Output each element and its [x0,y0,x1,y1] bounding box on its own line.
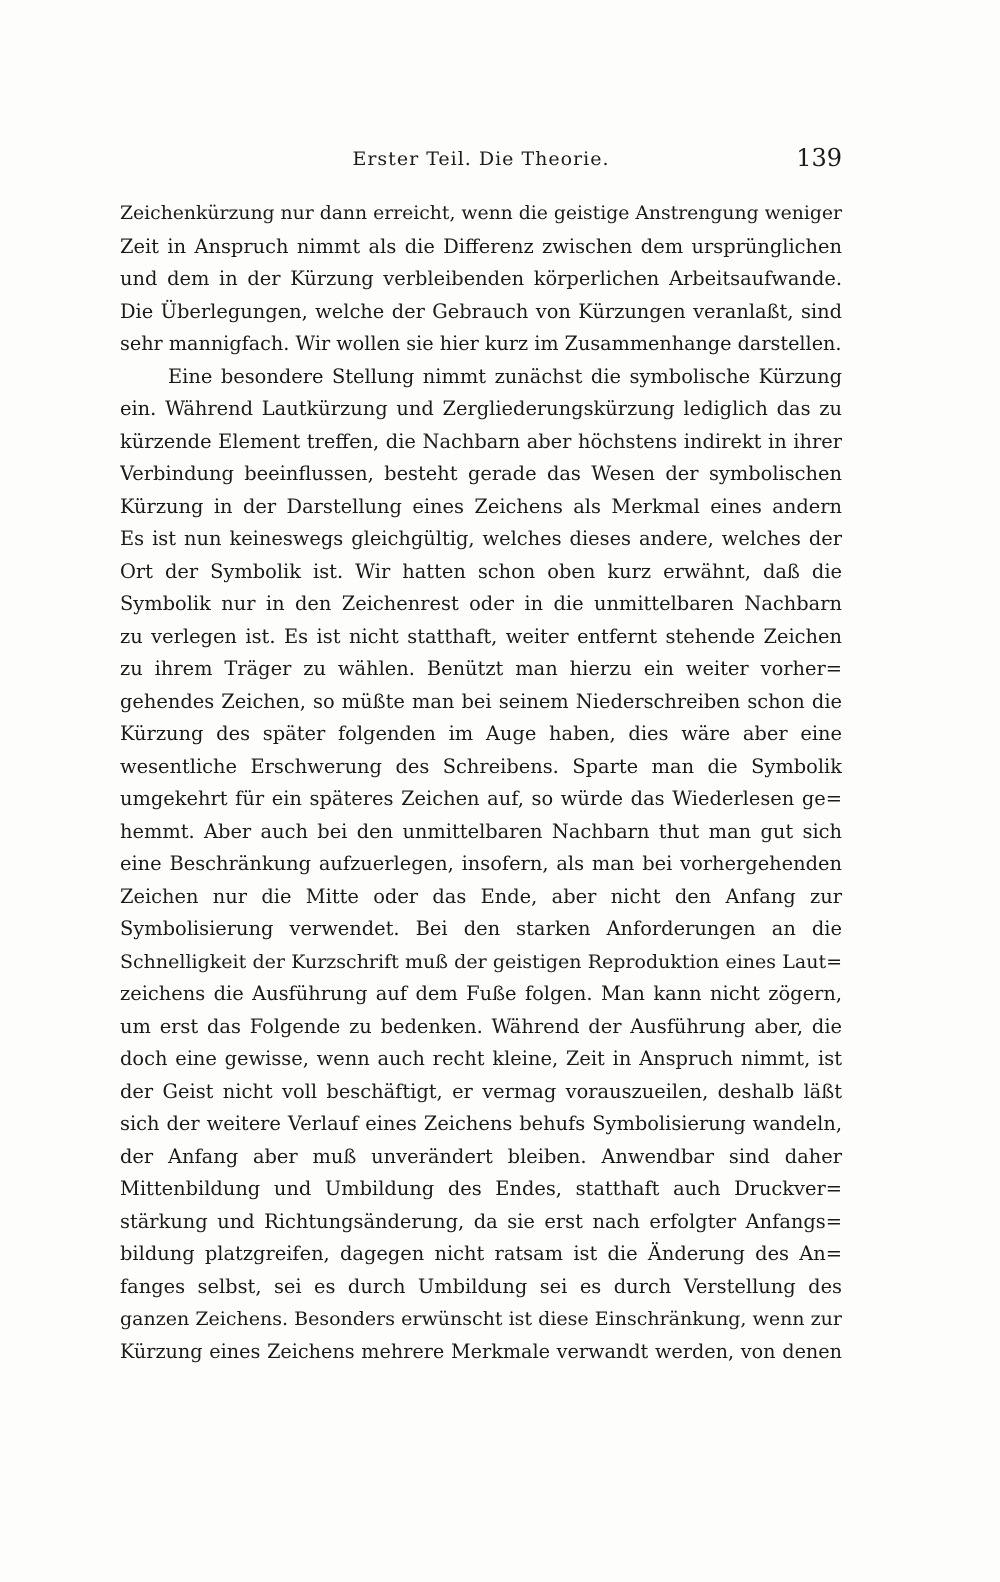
text-line: Verbindung beeinflussen, besteht gerade das Wesen der symbolischen [120,462,842,485]
text-line: hemmt. Aber auch bei den unmittelbaren Nachbarn thut man gut sich [120,819,842,843]
text-line: der Anfang aber muß unverändert bleiben. Anwendbar sind daher [120,1144,842,1168]
text-line: Symbolisierung verwendet. Bei den starken Anforderungen an die [120,917,842,940]
text-line: Kürzung in der Darstellung eines Zeichens als Merkmal eines andern [120,494,842,518]
text-line: zu ihrem Träger zu wählen. Benützt man hierzu ein weiter vorher= [120,657,842,680]
text-line: und dem in der Kürzung verbleibenden körperlichen Arbeitsaufwande. [120,267,842,290]
text-line: um erst das Folgende zu bedenken. Während der Ausführung aber, die [120,1014,842,1038]
text-line: Symbolik nur in den Zeichenrest oder in die unmittelbaren Nachbarn [120,592,842,615]
text-line: Die Überlegungen, welche der Gebrauch von Kürzungen veranlaßt, sind [120,299,842,323]
text-line: zu verlegen ist. Es ist nicht statthaft, weiter entfernt stehende Zeichen [120,624,842,648]
text-line: Es ist nun keineswegs gleichgültig, welches dieses andere, welches der [120,527,842,550]
text-line: eine Beschränkung aufzuerlegen, insofern, als man bei vorhergehenden [120,852,842,875]
page-number: 139 [796,144,842,172]
text-line: Kürzung eines Zeichens mehrere Merkmale verwandt werden, von denen [120,1339,842,1363]
text-line: Schnelligkeit der Kurzschrift muß der geistigen Reproduktion eines Laut= [120,950,842,973]
text-line: Eine besondere Stellung nimmt zunächst die symbolische Kürzung [168,364,842,388]
text-line: doch eine gewisse, wenn auch recht kleine, Zeit in Anspruch nimmt, ist [120,1047,842,1070]
text-line: bildung platzgreifen, dagegen nicht ratsam ist die Änderung des An= [120,1242,842,1265]
text-line: Zeichenkürzung nur dann erreicht, wenn die geistige Anstrengung weniger [120,203,842,224]
text-line: stärkung und Richtungsänderung, da sie erst nach erfolgter Anfangs= [120,1209,842,1233]
text-line: Mittenbildung und Umbildung des Endes, statthaft auch Druckver= [120,1177,842,1200]
text-line: umgekehrt für ein späteres Zeichen auf, so würde das Wiederlesen ge= [120,787,842,810]
text-line: ganzen Zeichens. Besonders erwünscht ist diese Einschränkung, wenn zur [120,1308,842,1330]
text-line: der Geist nicht voll beschäftigt, er vermag vorauszueilen, deshalb läßt [120,1079,842,1103]
page-header [120,144,842,174]
text-line: Kürzung des später folgenden im Auge haben, dies wäre aber eine [120,722,842,745]
text-line: Ort der Symbolik ist. Wir hatten schon oben kurz erwähnt, daß die [120,559,842,583]
text-line: ein. Während Lautkürzung und Zergliederungskürzung lediglich das zu [120,397,842,420]
running-title: Erster Teil. Die Theorie. [352,148,610,170]
text-line: fanges selbst, sei es durch Umbildung sei es durch Verstellung des [120,1274,842,1298]
text-line: gehendes Zeichen, so müßte man bei seinem Niederschreiben schon die [120,689,842,713]
text-line: sehr mannigfach. Wir wollen sie hier kurz im Zusammenhange darstellen. [120,332,842,355]
text-line: wesentliche Erschwerung des Schreibens. Sparte man die Symbolik [120,754,842,778]
text-line: Zeit in Anspruch nimmt als die Differenz zwischen dem ursprünglichen [120,234,842,258]
text-line: kürzende Element treffen, die Nachbarn aber höchstens indirekt in ihrer [120,429,842,453]
body-text [120,198,842,1368]
text-line: sich der weitere Verlauf eines Zeichens behufs Symbolisierung wandeln, [120,1112,842,1135]
text-line: Zeichen nur die Mitte oder das Ende, aber nicht den Anfang zur [120,884,842,908]
text-line: zeichens die Ausführung auf dem Fuße folgen. Man kann nicht zögern, [120,982,842,1005]
